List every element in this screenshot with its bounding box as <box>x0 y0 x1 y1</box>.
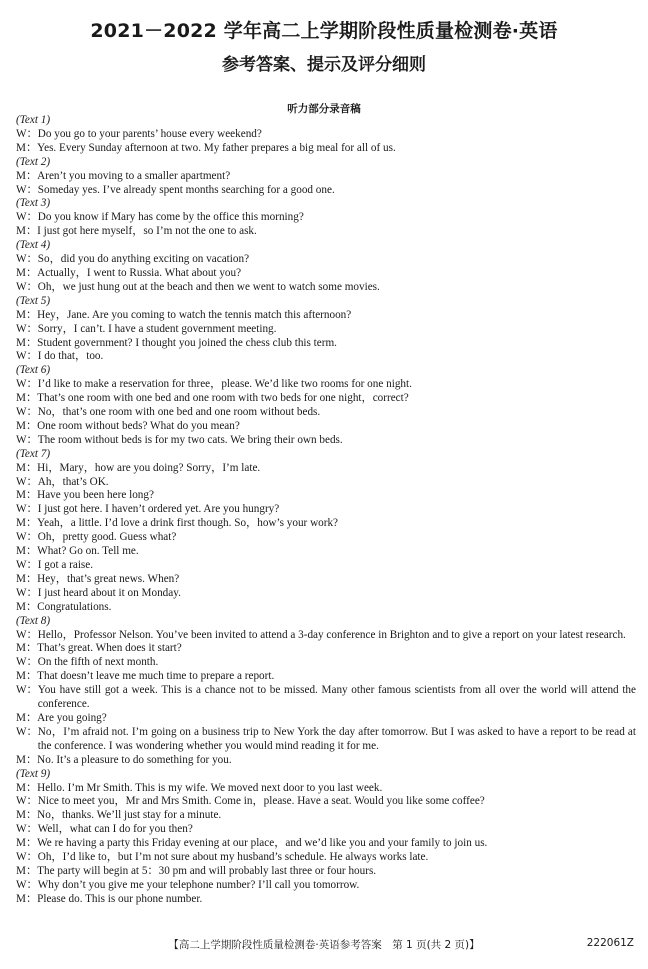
speaker-tag: W： <box>16 211 38 224</box>
dialogue-line <box>16 267 636 281</box>
speaker-tag: M： <box>16 572 38 585</box>
dialogue-label: (Text 1) <box>16 114 51 126</box>
speaker-tag: M： <box>16 837 38 850</box>
utterance-text: Oh，I’d like to，but I’m not sure about my husband’s schedule. He always works late. <box>37 851 429 864</box>
speaker-tag: M： <box>16 809 38 822</box>
utterance-text: That’s great. When does it start? <box>37 642 182 655</box>
dialogue-label: (Text 6) <box>16 364 51 377</box>
dialogue-line <box>16 545 636 559</box>
dialogue-line <box>16 309 636 323</box>
utterance-text: Hi，Mary，how are you doing? Sorry，I’m late. <box>37 461 261 474</box>
dialogue-block <box>16 364 636 447</box>
speaker-tag: W： <box>16 795 38 808</box>
dialogue-line <box>16 712 636 726</box>
speaker-tag: W： <box>16 475 38 488</box>
speaker-tag: W： <box>16 628 38 641</box>
speaker-tag: M： <box>16 781 38 794</box>
dialogue-line <box>16 823 636 837</box>
speaker-tag: M： <box>16 517 38 530</box>
utterance-text: Someday yes. I’ve already spent months searching for a good one. <box>37 183 335 196</box>
utterance-text: Please do. This is our phone number. <box>37 892 203 905</box>
speaker-tag: W： <box>16 725 38 738</box>
speaker-tag: W： <box>16 127 38 140</box>
dialogue-label: (Text 5) <box>16 294 51 307</box>
dialogue-line <box>16 406 636 420</box>
dialogue-line <box>16 642 636 656</box>
utterance-text: I just got here. I haven’t ordered yet. Are you hungry? <box>37 503 280 516</box>
speaker-tag: M： <box>16 308 38 321</box>
dialogue-line <box>16 323 636 337</box>
speaker-tag: W： <box>16 433 38 446</box>
utterance-text: I do that，too. <box>37 350 104 363</box>
utterance-text: Well，what can I do for you then? <box>37 823 193 836</box>
dialogue-line <box>16 378 636 392</box>
utterance-text: Do you go to your parents’ house every weekend? <box>37 127 262 140</box>
dialogue-line <box>16 531 636 545</box>
speaker-tag: M： <box>16 169 38 182</box>
footer-page-info: 【高二上学期阶段性质量检测卷·英语参考答案 第 1 页(共 2 页)】 <box>168 939 480 951</box>
speaker-tag: M： <box>16 489 38 502</box>
speaker-tag: W： <box>16 684 38 697</box>
utterance-text: So，did you do anything exciting on vacation? <box>37 253 250 266</box>
dialogue-line <box>16 670 636 684</box>
utterance-text: Have you been here long? <box>37 489 154 502</box>
utterance-text: Yes. Every Sunday afternoon at two. My father prepares a big meal for all of us. <box>37 141 396 154</box>
dialogue-line <box>16 893 636 907</box>
speaker-tag: W： <box>16 406 38 419</box>
dialogue-line <box>16 865 636 879</box>
utterance-text: No. It’s a pleasure to do something for you. <box>37 753 232 766</box>
dialogue-block <box>16 114 636 156</box>
utterance-text: Congratulations. <box>37 600 112 613</box>
footer-code: 222061Z <box>586 937 634 949</box>
utterance-text: Ah，that’s OK. <box>37 475 109 488</box>
dialogue-block <box>16 448 636 615</box>
utterance-text: Hello，Professor Nelson. You’ve been invited to attend a 3-day conference in Brighton and to give a report on your latest research. <box>37 628 626 641</box>
dialogue-line <box>16 503 636 517</box>
utterance-text: Hello. I’m Mr Smith. This is my wife. We moved next door to you last week. <box>37 781 383 794</box>
utterance-text: Oh，we just hung out at the beach and then we went to watch some movies. <box>37 280 380 293</box>
utterance-text: One room without beds? What do you mean? <box>37 419 240 432</box>
utterance-text: No，that’s one room with one bed and one room without beds. <box>37 406 321 419</box>
dialogue-line <box>16 684 636 712</box>
dialogue-line <box>16 434 636 448</box>
speaker-tag: M： <box>16 670 38 683</box>
speaker-tag: W： <box>16 656 38 669</box>
utterance-text: Nice to meet you，Mr and Mrs Smith. Come in，please. Have a seat. Would you like some coffee? <box>37 795 485 808</box>
utterance-text: The room without beds is for my two cats. We bring their own beds. <box>37 433 343 446</box>
dialogue-line <box>16 281 636 295</box>
utterance-text: No，I’m afraid not. I’m going on a business trip to New York the day after tomorrow. But I was asked to have a report to be read at the conference. I was wondering whether you would mind reading it for me. <box>37 725 636 752</box>
utterance-text: Actually，I went to Russia. What about you? <box>37 266 242 279</box>
dialogue-line <box>16 142 636 156</box>
speaker-tag: M： <box>16 419 38 432</box>
speaker-tag: W： <box>16 350 38 363</box>
dialogue-line <box>16 392 636 406</box>
utterance-text: What? Go on. Tell me. <box>37 545 139 558</box>
dialogue-line <box>16 420 636 434</box>
speaker-tag: W： <box>16 253 38 266</box>
utterance-text: That doesn’t leave me much time to prepare a report. <box>37 670 275 683</box>
utterance-text: I’d like to make a reservation for three，please. We’d like two rooms for one night. <box>37 378 412 391</box>
utterance-text: Why don’t you give me your telephone number? I’ll call you tomorrow. <box>37 878 360 891</box>
utterance-text: Hey，Jane. Are you coming to watch the tennis match this afternoon? <box>37 308 352 321</box>
speaker-tag: M： <box>16 711 38 724</box>
utterance-text: I just got here myself，so I’m not the one to ask. <box>37 225 257 238</box>
utterance-text: I just heard about it on Monday. <box>37 586 181 599</box>
speaker-tag: M： <box>16 864 38 877</box>
dialogue-line <box>16 879 636 893</box>
dialogue-block <box>16 156 636 198</box>
utterance-text: Oh，pretty good. Guess what? <box>37 531 177 544</box>
dialogue-line <box>16 559 636 573</box>
utterance-text: Do you know if Mary has come by the office this morning? <box>37 211 304 224</box>
utterance-text: Are you going? <box>37 711 107 724</box>
dialogue-label: (Text 2) <box>16 155 51 168</box>
dialogue-line <box>16 782 636 796</box>
utterance-text: Sorry，I can’t. I have a student government meeting. <box>37 322 277 335</box>
dialogue-label: (Text 4) <box>16 239 51 252</box>
utterance-text: Aren’t you moving to a smaller apartment? <box>37 169 231 182</box>
speaker-tag: W： <box>16 823 38 836</box>
utterance-text: I got a raise. <box>37 559 94 571</box>
dialogue-line <box>16 587 636 601</box>
speaker-tag: M： <box>16 336 38 349</box>
utterance-text: The party will begin at 5：30 pm and will probably last three or four hours. <box>37 864 377 877</box>
dialogue-block <box>16 239 636 295</box>
speaker-tag: W： <box>16 878 38 891</box>
dialogue-line <box>16 170 636 184</box>
speaker-tag: W： <box>16 559 38 571</box>
dialogue-block <box>16 197 636 239</box>
dialogue-line <box>16 573 636 587</box>
speaker-tag: W： <box>16 531 38 544</box>
speaker-tag: M： <box>16 642 38 655</box>
dialogue-line <box>16 754 636 768</box>
dialogue-line <box>16 601 636 615</box>
speaker-tag: M： <box>16 461 38 474</box>
speaker-tag: W： <box>16 851 38 864</box>
dialogue-block <box>16 768 636 907</box>
utterance-text: No，thanks. We’ll just stay for a minute. <box>37 809 222 822</box>
listening-transcript <box>16 114 636 907</box>
document-subtitle: 参考答案、提示及评分细则 <box>222 55 426 75</box>
dialogue-line <box>16 837 636 851</box>
utterance-text: That’s one room with one bed and one room with two beds for one night，correct? <box>37 392 409 405</box>
dialogue-block <box>16 295 636 365</box>
dialogue-line <box>16 629 636 643</box>
document-title: 2021－2022 学年高二上学期阶段性质量检测卷·英语 <box>90 20 558 42</box>
speaker-tag: M： <box>16 266 38 279</box>
speaker-tag: M： <box>16 892 38 905</box>
dialogue-label: (Text 8) <box>16 614 51 627</box>
dialogue-line <box>16 211 636 225</box>
dialogue-line <box>16 489 636 503</box>
speaker-tag: M： <box>16 545 38 558</box>
dialogue-line <box>16 337 636 351</box>
dialogue-line <box>16 795 636 809</box>
dialogue-label: (Text 7) <box>16 447 51 460</box>
speaker-tag: W： <box>16 378 38 391</box>
speaker-tag: M： <box>16 753 38 766</box>
speaker-tag: W： <box>16 280 38 293</box>
speaker-tag: M： <box>16 141 38 154</box>
dialogue-label: (Text 3) <box>16 197 51 210</box>
dialogue-line <box>16 184 636 198</box>
speaker-tag: M： <box>16 600 38 613</box>
dialogue-line <box>16 128 636 142</box>
speaker-tag: W： <box>16 503 38 516</box>
dialogue-line <box>16 809 636 823</box>
speaker-tag: M： <box>16 225 38 238</box>
dialogue-line <box>16 656 636 670</box>
dialogue-line <box>16 476 636 490</box>
dialogue-line <box>16 517 636 531</box>
utterance-text: Yeah，a little. I’d love a drink first though. So，how’s your work? <box>37 517 339 530</box>
speaker-tag: W： <box>16 183 38 196</box>
speaker-tag: W： <box>16 322 38 335</box>
dialogue-line <box>16 350 636 364</box>
utterance-text: Student government? I thought you joined the chess club this term. <box>37 336 337 349</box>
dialogue-label: (Text 9) <box>16 767 51 780</box>
dialogue-line <box>16 253 636 267</box>
utterance-text: We re having a party this Friday evening at our place，and we’d like you and your family to join us. <box>37 837 488 850</box>
dialogue-line <box>16 851 636 865</box>
dialogue-line <box>16 726 636 754</box>
section-heading: 听力部分录音稿 <box>287 103 361 115</box>
utterance-text: On the fifth of next month. <box>37 656 159 669</box>
utterance-text: You have still got a week. This is a chance not to be missed. Many other famous scientists from all over the world will attend the conference. <box>37 684 636 711</box>
dialogue-line <box>16 225 636 239</box>
dialogue-block <box>16 615 636 768</box>
utterance-text: Hey，that’s great news. When? <box>37 572 180 585</box>
speaker-tag: M： <box>16 392 38 405</box>
speaker-tag: W： <box>16 586 38 599</box>
dialogue-line <box>16 462 636 476</box>
